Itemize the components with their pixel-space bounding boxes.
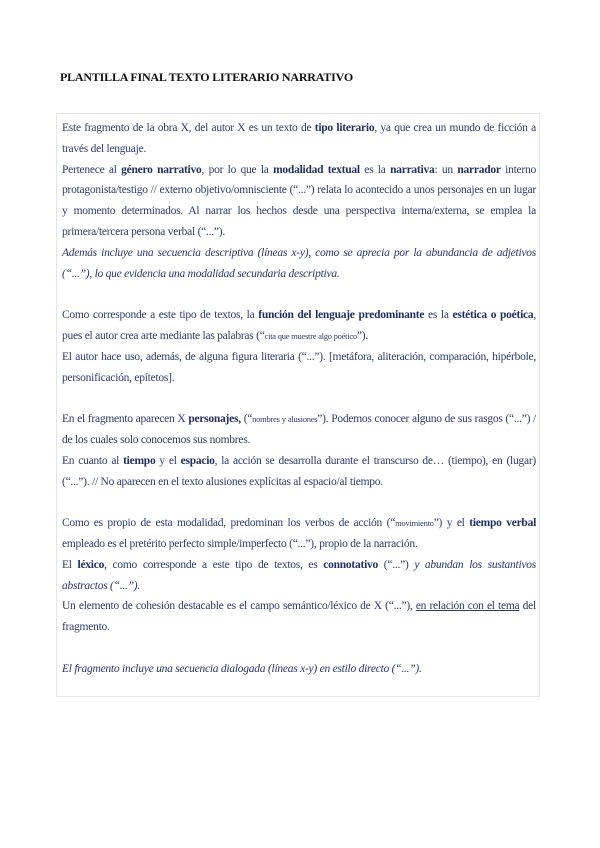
paragraph-text-type: Este fragmento de la obra X, del autor X es un texto de tipo literario, ya que crea un mundo de ficción a través del lenguaje. [62,122,536,155]
keyword-narrativa: narrativa [390,163,435,176]
paragraph-cohesion: Un elemento de cohesión destacable es el campo semántico/léxico de X (“...”), en relación con el tema del fragmento. [62,600,536,634]
keyword-narrador: narrador [457,163,501,176]
paragraph-lexicon: El léxico, como corresponde a este tipo de textos, es connotativo (“...”) y abundan los sustantivos abstractos (“...”). [62,558,536,592]
keyword-connotativo: connotativo [323,558,379,571]
spacer [62,492,536,513]
keyword-tiempo-verbal: tiempo verbal [469,517,537,530]
paragraph-literary-figures: El autor hace uso, además, de alguna figura literaria (“...”). [metáfora, aliteración, comparación, hipérbole, personificación, epítetos]. [62,350,536,384]
spacer [62,284,536,305]
keyword-espacio: espacio [180,454,215,467]
paragraph-genre: Pertenece al género narrativo, por lo que la modalidad textual es la narrativa: un narrador interno protagonista/testigo // externo objetivo/omnisciente (“...”) relata lo acontecido a unos personajes en un lugar y momento determinados. Al narrar los hechos desde una perspectiva interna/externa, se emplea la primera/tercera persona verbal (“...”). [62,163,536,238]
paragraph-characters: En el fragmento aparecen X personajes, (“nombres y alusiones”). Podemos conocer alguno de sus rasgos (“...”) / de los cuales solo conocemos sus nombres. [62,413,536,446]
paragraph-descriptive-sequence: Además incluye una secuencia descriptiva (líneas x-y), como se aprecia por la abundancia de adjetivos (“...”), lo que evidencia una modalidad secundaria descriptiva. [62,246,536,280]
keyword-estetica-poetica: estética o poética [452,309,534,322]
keyword-modalidad-textual: modalidad textual [273,163,360,176]
paragraph-dialogue-sequence: El fragmento incluye una secuencia dialogada (líneas x-y) en estilo directo (“...”). [62,662,422,675]
keyword-lexico: léxico [77,558,105,571]
keyword-tiempo: tiempo [123,454,156,467]
keyword-funcion-lenguaje: función del lenguaje predominante [258,309,425,322]
paragraph-time-space: En cuanto al tiempo y el espacio, la acción se desarrolla durante el transcurso de… (tiempo), en (lugar) (“...”). // No aparecen en el texto alusiones explícitas al espacio/al tiempo. [62,454,536,488]
keyword-tipo-literario: tipo literario [314,122,375,134]
underlined-phrase: en relación con el tema [415,600,520,613]
keyword-personajes: personajes, [188,413,241,426]
template-body [62,118,536,680]
paragraph-language-function: Como corresponde a este tipo de textos, la función del lenguaje predominante es la estética o poética, pues el autor crea arte mediante las palabras (“cita que muestre algo poético”). [62,309,536,342]
spacer [62,388,536,409]
paragraph-verbs: Como es propio de esta modalidad, predominan los verbos de acción (“movimiento”) y el tiempo verbal empleado es el pretérito perfecto simple/imperfecto (“...”), propio de la narración. [62,517,537,550]
spacer [62,638,536,659]
keyword-genero-narrativo: género narrativo [121,163,202,176]
page-title: PLANTILLA FINAL TEXTO LITERARIO NARRATIVO [60,70,353,84]
